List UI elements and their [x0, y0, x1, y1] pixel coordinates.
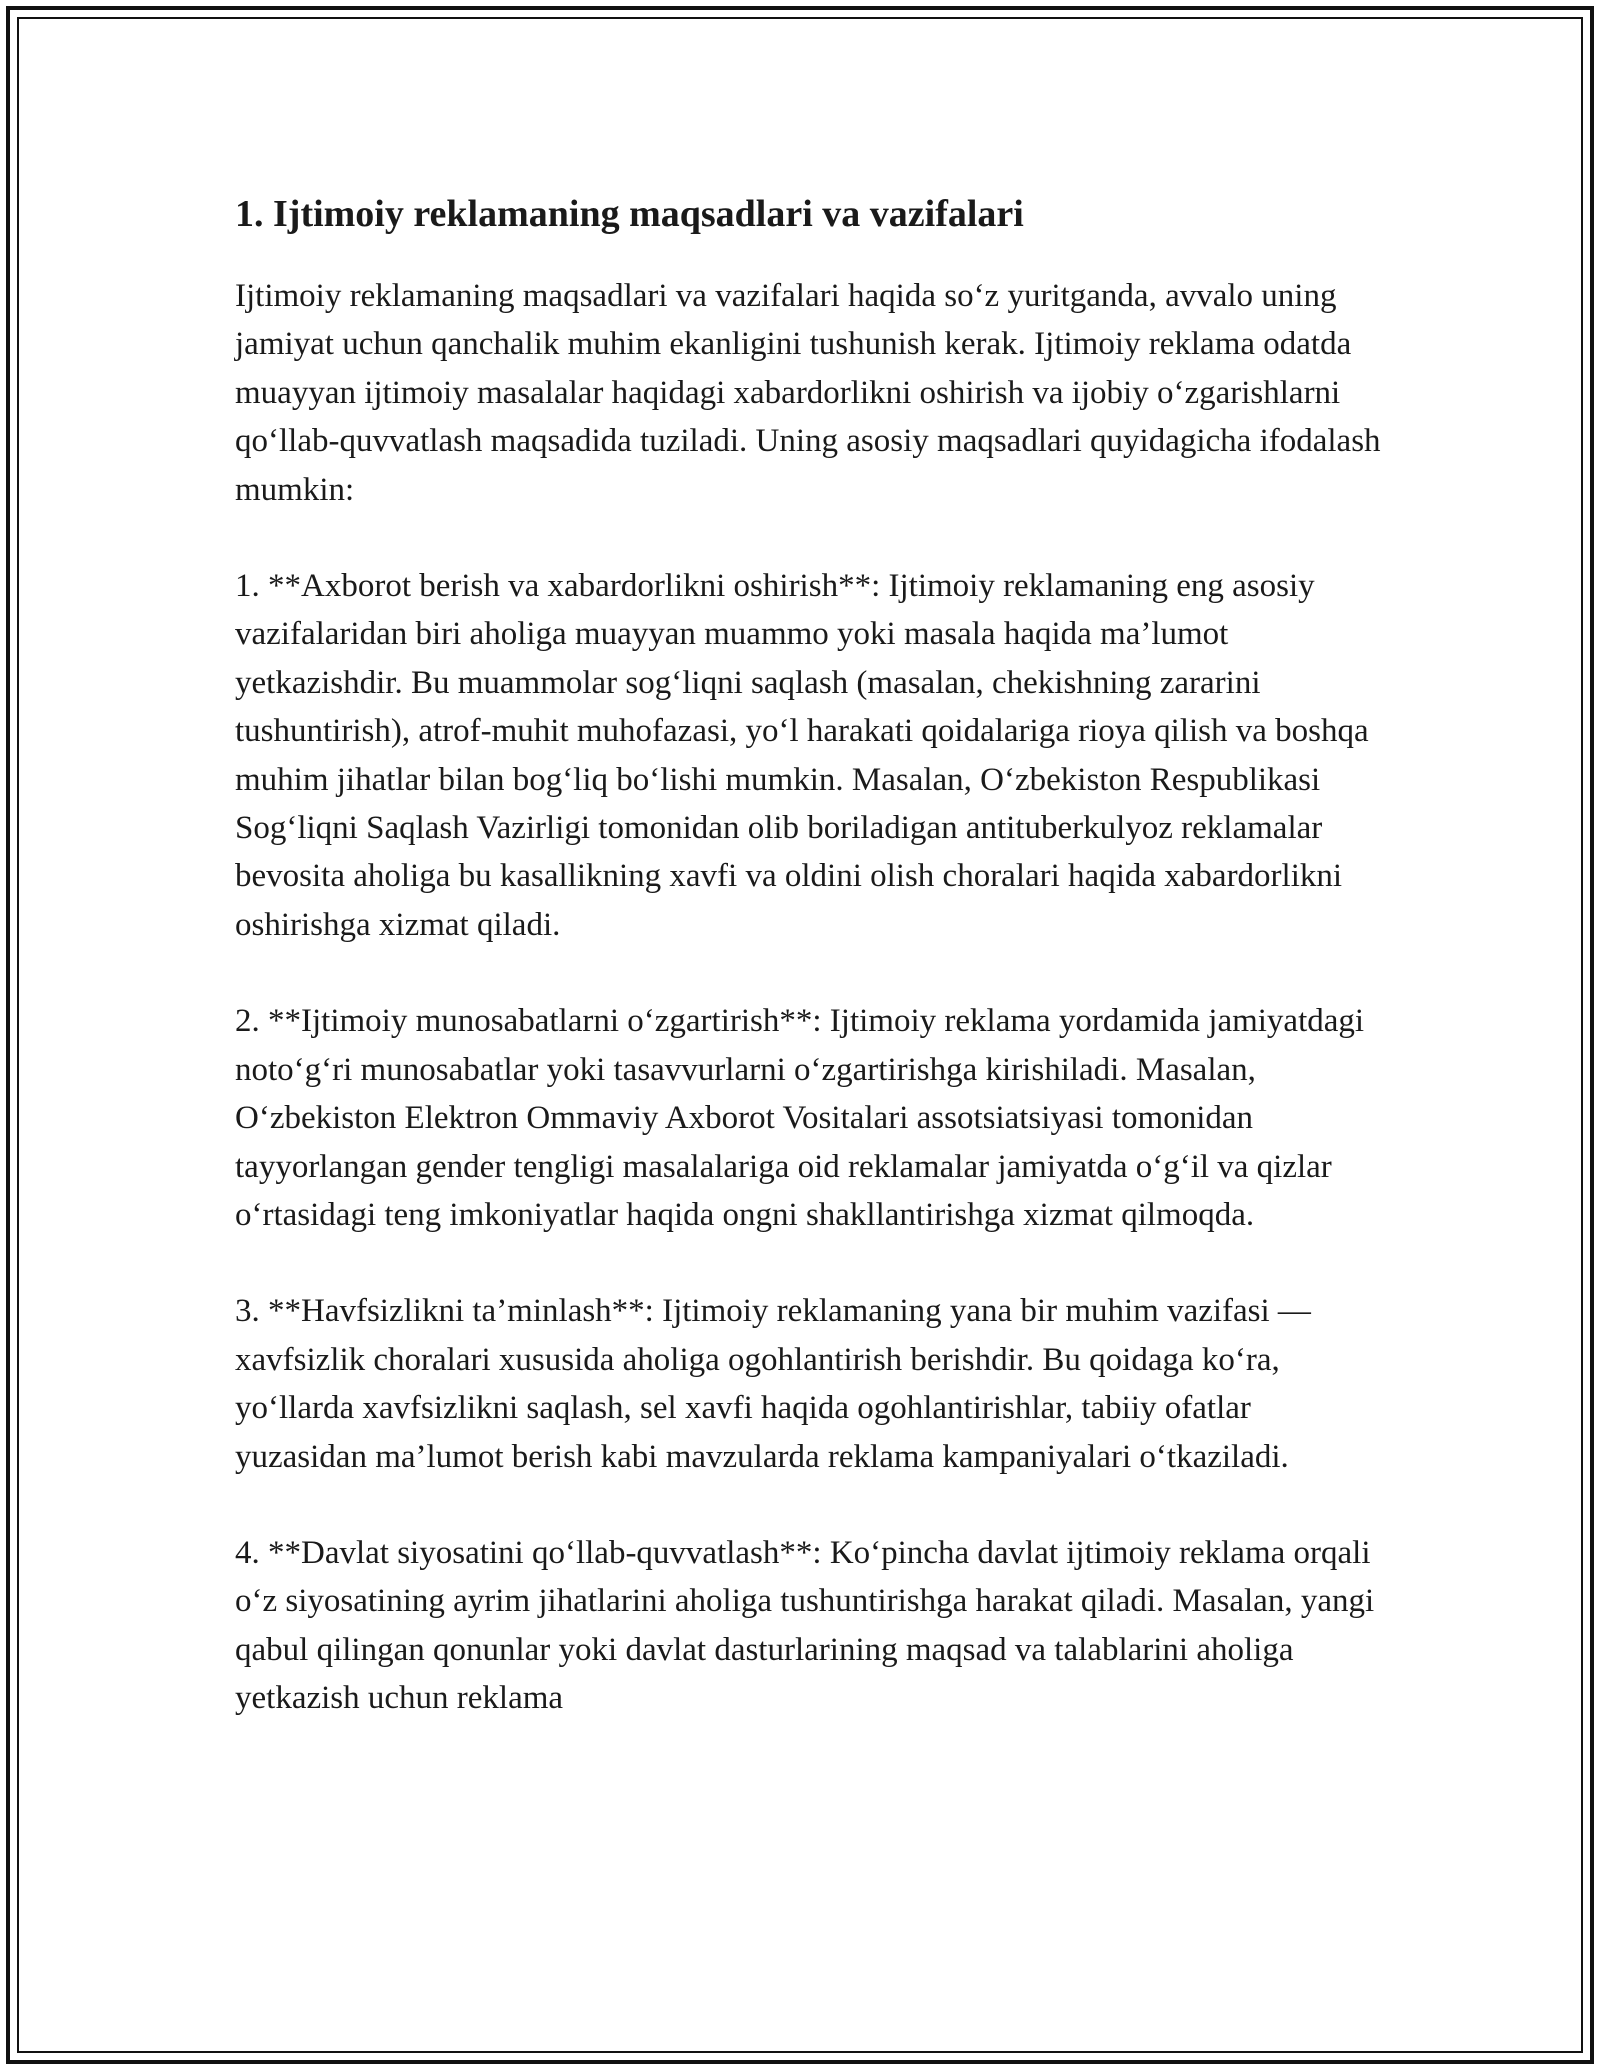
document-body — [235, 188, 1385, 1723]
list-item-1-paragraph: 1. **Axborot berish va xabardorlikni oshirish**: Ijtimoiy reklamaning eng asosiy vazifalaridan biri aholiga muayyan muammo yoki masala haqida ma’lumot yetkazishdir. Bu muammolar sog‘liqni saqlash (masalan, chekishning zararini tushuntirish), atrof-muhit muhofazasi, yo‘l harakati qoidalariga rioya qilish va boshqa muhim jihatlar bilan bog‘liq bo‘lishi mumkin. Masalan, O‘zbekiston Respublikasi Sog‘liqni Saqlash Vazirligi tomonidan olib boriladigan antituberkulyoz reklamalar bevosita aholiga bu kasallikning xavfi va oldini olish choralari haqida xabardorlikni oshirishga xizmat qiladi. — [235, 568, 1369, 943]
list-item-3-paragraph: 3. **Havfsizlikni ta’minlash**: Ijtimoiy reklamaning yana bir muhim vazifasi — xavfsizlik choralari xususida aholiga ogohlantirish berishdir. Bu qoidaga ko‘ra, yo‘llarda xavfsizlikni saqlash, sel xavfi haqida ogohlantirishlar, tabiiy ofatlar yuzasidan ma’lumot berish kabi mavzularda reklama kampaniyalari o‘tkaziladi. — [235, 1293, 1311, 1475]
list-item-2-paragraph: 2. **Ijtimoiy munosabatlarni o‘zgartirish**: Ijtimoiy reklama yordamida jamiyatdagi noto‘g‘ri munosabatlar yoki tasavvurlarni o‘zgartirishga kirishiladi. Masalan, O‘zbekiston Elektron Ommaviy Axborot Vositalari assotsiatsiyasi tomonidan tayyorlangan gender tengligi masalalariga oid reklamalar jamiyatda o‘g‘il va qizlar o‘rtasidagi teng imkoniyatlar haqida ongni shakllantirishga xizmat qilmoqda. — [235, 1003, 1365, 1233]
intro-paragraph: Ijtimoiy reklamaning maqsadlari va vazifalari haqida so‘z yuritganda, avvalo uning jamiyat uchun qanchalik muhim ekanligini tushunish kerak. Ijtimoiy reklama odatda muayyan ijtimoiy masalalar haqidagi xabardorlikni oshirish va ijobiy o‘zgarishlarni qo‘llab-quvvatlash maqsadida tuziladi. Uning asosiy maqsadlari quyidagicha ifodalash mumkin: — [235, 278, 1381, 508]
section-title: 1. Ijtimoiy reklamaning maqsadlari va vazifalari — [235, 193, 1024, 235]
list-item-4-paragraph: 4. **Davlat siyosatini qo‘llab-quvvatlash**: Ko‘pincha davlat ijtimoiy reklama orqali o‘z siyosatining ayrim jihatlarini aholiga tushuntirishga harakat qiladi. Masalan, yangi qabul qilingan qonunlar yoki davlat dasturlarining maqsad va talablarini aholiga yetkazish uchun reklama — [235, 1534, 1375, 1717]
